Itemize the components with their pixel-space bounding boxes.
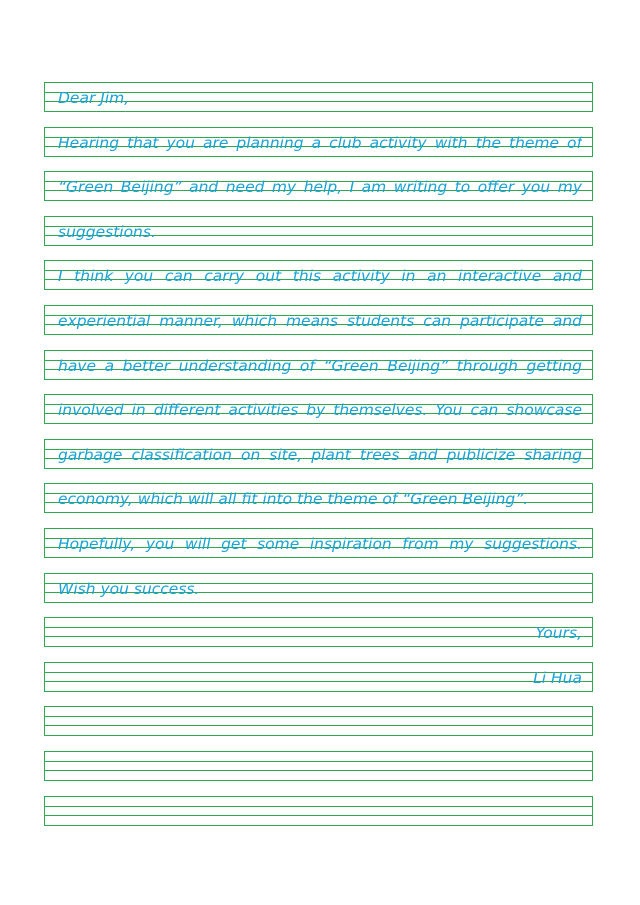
closing: Yours, [535,625,582,643]
writing-line [44,82,593,112]
writing-sheet [44,82,593,840]
body-line: economy, which will all fit into the theme of “Green Beijing”. [58,491,529,509]
body-line: have a better understanding of “Green Beijing” through getting [58,357,582,375]
body-line: suggestions. [58,223,156,241]
body-line: Wish you success. [58,580,200,598]
writing-line [44,483,593,513]
writing-line [44,617,593,647]
salutation: Dear Jim, [58,90,130,107]
writing-line [44,528,593,558]
body-line: Hopefully, you will get some inspiration from my suggestions. [58,535,582,553]
writing-line [44,439,593,469]
writing-line [44,662,593,692]
body-line: “Green Beijing” and need my help, I am writing to offer you my [58,179,582,197]
writing-line-blank [44,751,593,781]
writing-line [44,127,593,157]
writing-line [44,305,593,335]
body-line: involved in different activities by themselves. You can showcase [58,402,582,420]
writing-line [44,171,593,201]
body-line: garbage classification on site, plant trees and publicize sharing [58,446,582,464]
writing-line [44,216,593,246]
writing-line-blank [44,706,593,736]
writing-line [44,394,593,424]
body-line: Hearing that you are planning a club activity with the theme of [58,134,582,152]
body-line: experiential manner, which means students can participate and [58,312,582,330]
writing-line [44,350,593,380]
body-line: I think you can carry out this activity in an interactive and [58,268,582,286]
writing-line [44,260,593,290]
writing-line-blank [44,796,593,826]
writing-line [44,573,593,603]
signature: Li Hua [533,669,582,687]
